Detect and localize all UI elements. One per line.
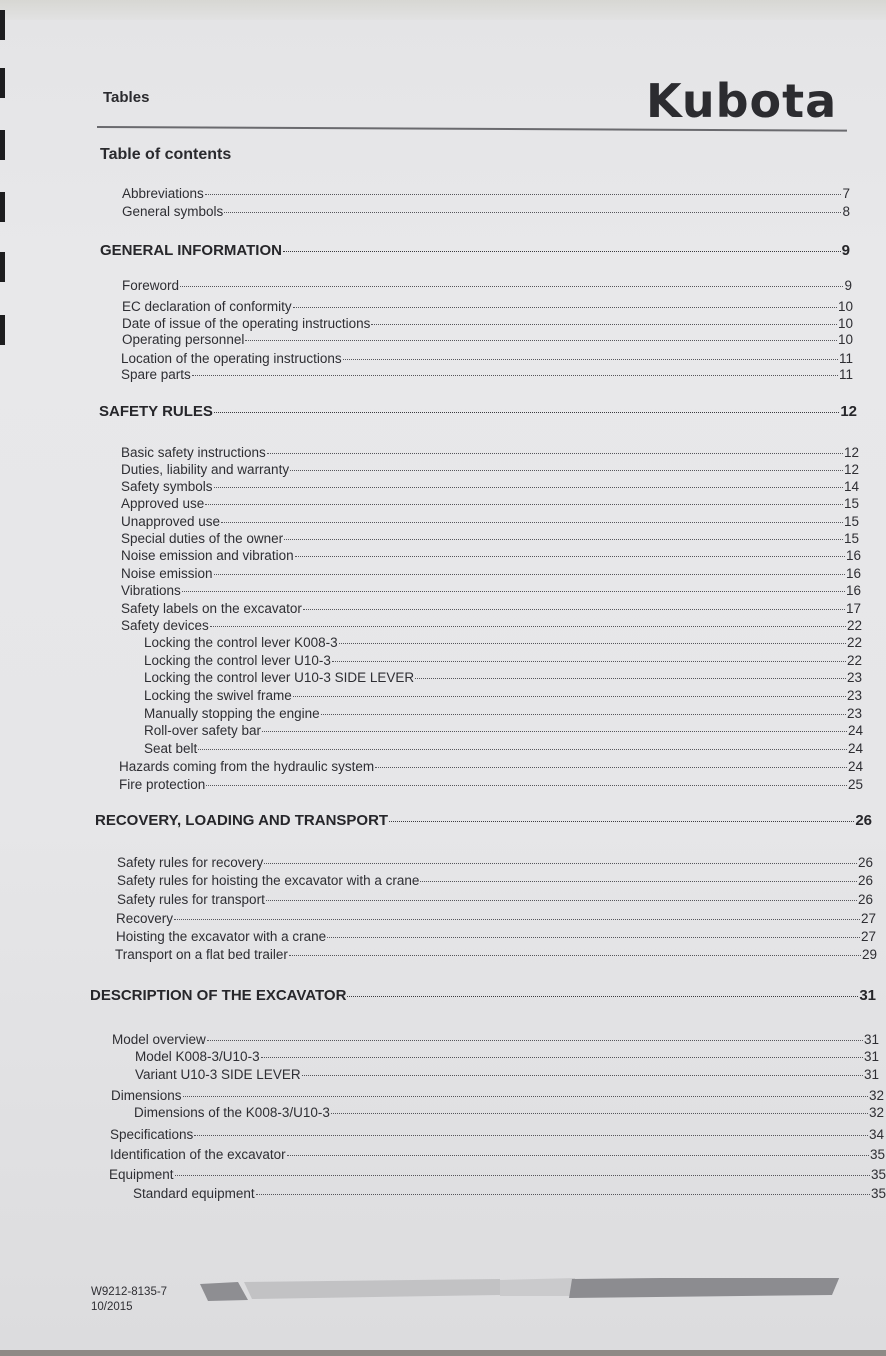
dot-leader xyxy=(347,996,858,997)
toc-entry-label: Duties, liability and warranty xyxy=(121,462,290,477)
toc-entry-label: Basic safety instructions xyxy=(121,445,266,460)
page-bottom-edge xyxy=(0,1350,886,1356)
dot-leader xyxy=(415,678,846,679)
toc-chapter-recovery-loading-transport[interactable] xyxy=(95,812,872,829)
chapter-title: SAFETY RULES xyxy=(99,403,213,420)
toc-entry-page: 23 xyxy=(846,688,862,703)
toc-entry-label: Hoisting the excavator with a crane xyxy=(116,929,327,944)
toc-entry-page: 27 xyxy=(860,911,876,926)
toc-subentry[interactable] xyxy=(144,652,862,669)
toc-entry-page: 24 xyxy=(847,723,863,738)
toc-subentry[interactable] xyxy=(135,1048,879,1065)
toc-entry-page: 15 xyxy=(843,531,859,546)
toc-entry-page: 10 xyxy=(837,316,853,331)
toc-entry[interactable] xyxy=(111,1087,884,1104)
toc-entry-page: 16 xyxy=(845,566,861,581)
chapter-page: 26 xyxy=(855,812,872,829)
toc-entry-page: 31 xyxy=(863,1067,879,1082)
toc-entry-label: Location of the operating instructions xyxy=(121,351,342,366)
toc-entry-label: Safety labels on the excavator xyxy=(121,601,302,616)
dot-leader xyxy=(343,359,838,360)
toc-entry-label: Unapproved use xyxy=(121,514,221,529)
toc-entry-page: 29 xyxy=(861,947,877,962)
chapter-title: RECOVERY, LOADING AND TRANSPORT xyxy=(95,812,389,829)
dot-leader xyxy=(420,881,857,882)
toc-entry-page: 32 xyxy=(868,1105,884,1120)
toc-entry-label: Identification of the excavator xyxy=(110,1147,286,1162)
toc-entry-page: 35 xyxy=(869,1147,885,1162)
dot-leader xyxy=(214,574,845,575)
dot-leader xyxy=(206,785,847,786)
toc-entry-page: 26 xyxy=(857,855,873,870)
toc-entry[interactable] xyxy=(121,582,861,599)
toc-subentry[interactable] xyxy=(144,722,863,739)
toc-subentry[interactable] xyxy=(144,705,862,722)
toc-entry[interactable] xyxy=(116,928,876,945)
toc-entry-page: 9 xyxy=(844,278,852,293)
dot-leader xyxy=(214,412,839,413)
dot-leader xyxy=(293,696,846,697)
toc-entry-page: 11 xyxy=(838,367,853,382)
toc-entry-page: 35 xyxy=(870,1186,886,1201)
toc-entry-page: 10 xyxy=(837,299,853,314)
toc-entry-page: 26 xyxy=(857,873,873,888)
dot-leader xyxy=(180,286,843,287)
toc-entry-page: 22 xyxy=(846,635,862,650)
dot-leader xyxy=(183,1096,868,1097)
chapter-page: 12 xyxy=(840,403,857,420)
toc-entry-label: Roll-over safety bar xyxy=(144,723,262,738)
toc-entry[interactable] xyxy=(112,1031,879,1048)
chapter-title: DESCRIPTION OF THE EXCAVATOR xyxy=(90,987,347,1004)
dot-leader xyxy=(375,767,847,768)
toc-chapter-description-excavator[interactable] xyxy=(90,987,876,1004)
dot-leader xyxy=(210,626,846,627)
dot-leader xyxy=(331,1113,868,1114)
toc-entry-page: 32 xyxy=(868,1088,884,1103)
toc-entry-page: 10 xyxy=(837,332,853,347)
chapter-page: 31 xyxy=(859,987,876,1004)
dot-leader xyxy=(302,1075,863,1076)
toc-entry-page: 12 xyxy=(843,462,859,477)
toc-entry-page: 17 xyxy=(845,601,861,616)
toc-entry-label: Safety rules for transport xyxy=(117,892,265,907)
toc-entry[interactable] xyxy=(121,617,862,634)
toc-entry-label: Model K008-3/U10-3 xyxy=(135,1049,260,1064)
toc-entry-page: 15 xyxy=(843,496,859,511)
toc-entry-label: Abbreviations xyxy=(122,186,204,201)
toc-entry-label: Transport on a flat bed trailer xyxy=(115,947,288,962)
toc-entry[interactable] xyxy=(121,530,859,547)
dot-leader xyxy=(287,1155,869,1156)
dot-leader xyxy=(198,749,847,750)
toc-entry[interactable] xyxy=(122,298,853,315)
toc-entry[interactable] xyxy=(117,891,873,908)
toc-entry[interactable] xyxy=(116,910,876,927)
toc-entry-page: 16 xyxy=(845,583,861,598)
toc-entry-page: 22 xyxy=(846,653,862,668)
toc-entry-page: 12 xyxy=(843,445,859,460)
toc-entry-label: Dimensions of the K008-3/U10-3 xyxy=(134,1105,330,1120)
chapter-page: 9 xyxy=(841,242,850,259)
toc-entry[interactable] xyxy=(122,203,850,220)
toc-subentry[interactable] xyxy=(133,1185,886,1202)
dot-leader xyxy=(303,609,845,610)
toc-entry-label: Equipment xyxy=(109,1167,174,1182)
toc-entry-label: Locking the control lever K008-3 xyxy=(144,635,338,650)
section-title: Tables xyxy=(103,89,150,106)
dot-leader xyxy=(214,487,843,488)
dot-leader xyxy=(290,470,843,471)
toc-subentry[interactable] xyxy=(144,669,862,686)
toc-subentry[interactable] xyxy=(144,687,862,704)
toc-entry-label: Seat belt xyxy=(144,741,198,756)
toc-entry-page: 14 xyxy=(843,479,859,494)
toc-entry-label: Manually stopping the engine xyxy=(144,706,320,721)
dot-leader xyxy=(289,955,861,956)
toc-entry[interactable] xyxy=(121,478,859,495)
toc-subentry[interactable] xyxy=(144,634,862,651)
toc-entry-page: 24 xyxy=(847,741,863,756)
footer-document-info xyxy=(91,1285,167,1315)
kubota-logo: Kubota xyxy=(646,74,838,128)
document-code: W9212-8135-7 xyxy=(91,1286,168,1298)
toc-entry-label: Hazards coming from the hydraulic system xyxy=(119,759,375,774)
toc-entry-label: Safety rules for hoisting the excavator with a crane xyxy=(117,873,420,888)
toc-entry[interactable] xyxy=(115,946,877,963)
toc-entry[interactable] xyxy=(110,1126,884,1143)
toc-entry-label: Safety devices xyxy=(121,618,209,633)
toc-entry[interactable] xyxy=(109,1166,886,1183)
document-date: 10/2015 xyxy=(91,1301,133,1313)
toc-entry[interactable] xyxy=(121,547,861,564)
toc-entry[interactable] xyxy=(122,185,850,202)
toc-entry-label: Fire protection xyxy=(119,777,206,792)
dot-leader xyxy=(264,863,857,864)
dot-leader xyxy=(194,1135,868,1136)
toc-entry-label: Safety rules for recovery xyxy=(117,855,264,870)
toc-entry-label: Model overview xyxy=(112,1032,206,1047)
dot-leader xyxy=(221,522,843,523)
dot-leader xyxy=(293,307,837,308)
dot-leader xyxy=(262,731,847,732)
toc-entry-label: Foreword xyxy=(122,278,180,293)
toc-entry[interactable] xyxy=(121,444,859,461)
dot-leader xyxy=(245,340,837,341)
dot-leader xyxy=(284,539,843,540)
toc-entry[interactable] xyxy=(121,495,859,512)
footer-decorative-bar xyxy=(200,1278,840,1302)
toc-entry-page: 27 xyxy=(860,929,876,944)
toc-entry-label: Noise emission and vibration xyxy=(121,548,294,563)
toc-entry-page: 26 xyxy=(857,892,873,907)
toc-entry-label: Special duties of the owner xyxy=(121,531,284,546)
toc-entry-page: 11 xyxy=(838,351,853,366)
toc-entry-page: 23 xyxy=(846,670,862,685)
toc-entry-label: Date of issue of the operating instructions xyxy=(122,316,371,331)
dot-leader xyxy=(224,212,841,213)
toc-entry[interactable] xyxy=(117,872,873,889)
chapter-title: GENERAL INFORMATION xyxy=(100,242,282,259)
dot-leader xyxy=(192,375,838,376)
toc-entry-label: Variant U10-3 SIDE LEVER xyxy=(135,1067,301,1082)
toc-entry-label: General symbols xyxy=(122,204,224,219)
toc-entry-page: 35 xyxy=(870,1167,886,1182)
toc-entry[interactable] xyxy=(121,366,853,383)
dot-leader xyxy=(327,937,860,938)
toc-entry-label: Dimensions xyxy=(111,1088,182,1103)
toc-subentry[interactable] xyxy=(134,1104,884,1121)
toc-entry[interactable] xyxy=(122,277,852,294)
toc-entry-label: Specifications xyxy=(110,1127,194,1142)
toc-entry-page: 7 xyxy=(842,186,850,201)
dot-leader xyxy=(283,251,841,252)
toc-entry[interactable] xyxy=(117,854,873,871)
toc-entry[interactable] xyxy=(110,1146,885,1163)
dot-leader xyxy=(339,643,846,644)
toc-entry-label: Noise emission xyxy=(121,566,213,581)
dot-leader xyxy=(175,1175,870,1176)
dot-leader xyxy=(205,504,843,505)
toc-entry-label: EC declaration of conformity xyxy=(122,299,292,314)
toc-chapter-safety-rules[interactable] xyxy=(99,403,857,420)
toc-entry[interactable] xyxy=(119,776,863,793)
toc-entry-page: 31 xyxy=(863,1032,879,1047)
toc-entry-label: Locking the swivel frame xyxy=(144,688,292,703)
toc-entry-label: Standard equipment xyxy=(133,1186,255,1201)
toc-entry-page: 22 xyxy=(846,618,862,633)
dot-leader xyxy=(321,714,846,715)
toc-entry-label: Operating personnel xyxy=(122,332,245,347)
toc-entry[interactable] xyxy=(121,350,853,367)
toc-entry-label: Safety symbols xyxy=(121,479,213,494)
toc-entry-label: Locking the control lever U10-3 SIDE LEVER xyxy=(144,670,415,685)
dot-leader xyxy=(174,919,860,920)
toc-entry-page: 23 xyxy=(846,706,862,721)
toc-entry-label: Recovery xyxy=(116,911,174,926)
toc-entry[interactable] xyxy=(119,758,863,775)
dot-leader xyxy=(389,821,854,822)
toc-subentry[interactable] xyxy=(144,740,863,757)
toc-chapter-general-information[interactable] xyxy=(100,242,850,259)
toc-subentry[interactable] xyxy=(135,1066,879,1083)
toc-entry-label: Locking the control lever U10-3 xyxy=(144,653,331,668)
dot-leader xyxy=(371,324,837,325)
toc-entry[interactable] xyxy=(121,461,859,478)
toc-entry-label: Approved use xyxy=(121,496,205,511)
toc-entry[interactable] xyxy=(122,315,853,332)
dot-leader xyxy=(261,1057,863,1058)
toc-entry[interactable] xyxy=(121,565,861,582)
toc-title: Table of contents xyxy=(100,146,232,163)
toc-entry-page: 34 xyxy=(868,1127,884,1142)
toc-entry[interactable] xyxy=(122,331,853,348)
dot-leader xyxy=(256,1194,870,1195)
toc-entry-page: 8 xyxy=(842,204,850,219)
toc-entry-label: Spare parts xyxy=(121,367,191,382)
dot-leader xyxy=(295,556,845,557)
dot-leader xyxy=(205,194,842,195)
toc-entry-page: 16 xyxy=(845,548,861,563)
toc-entry[interactable] xyxy=(121,513,859,530)
toc-entry-page: 15 xyxy=(843,514,859,529)
toc-entry[interactable] xyxy=(121,600,861,617)
dot-leader xyxy=(267,453,843,454)
toc-entry-page: 24 xyxy=(847,759,863,774)
dot-leader xyxy=(207,1040,863,1041)
dot-leader xyxy=(182,591,845,592)
toc-entry-label: Vibrations xyxy=(121,583,181,598)
toc-entry-page: 25 xyxy=(847,777,863,792)
dot-leader xyxy=(266,900,857,901)
dot-leader xyxy=(332,661,846,662)
toc-entry-page: 31 xyxy=(863,1049,879,1064)
